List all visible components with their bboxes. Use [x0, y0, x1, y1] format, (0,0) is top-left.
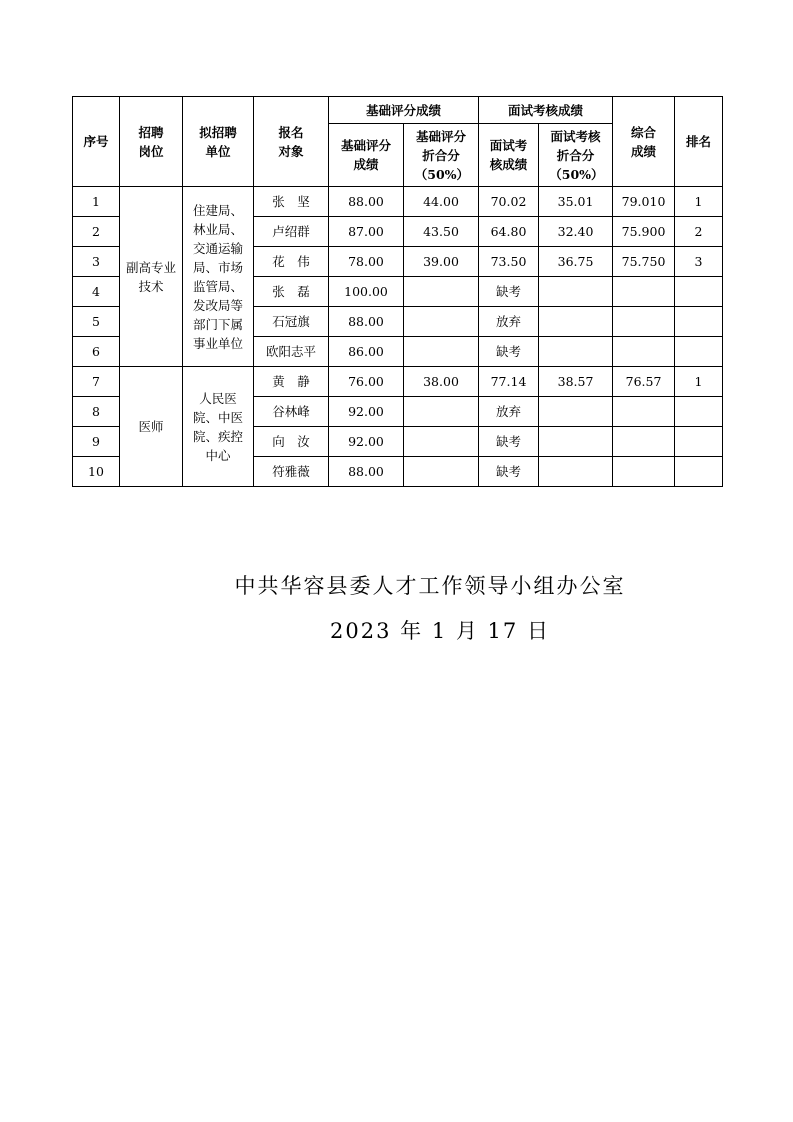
basic-score-cell: 92.00 — [329, 427, 404, 457]
interview-score-cell: 放弃 — [479, 307, 539, 337]
basic-half-cell: 38.00 — [404, 367, 479, 397]
rank-cell: 1 — [675, 367, 723, 397]
rank-cell — [675, 457, 723, 487]
seq-cell: 10 — [73, 457, 120, 487]
rank-cell: 1 — [675, 187, 723, 217]
rank-cell — [675, 397, 723, 427]
name-cell: 花 伟 — [254, 247, 329, 277]
interview-score-cell: 64.80 — [479, 217, 539, 247]
header-applicant: 报名对象 — [254, 97, 329, 187]
name-cell: 黄 静 — [254, 367, 329, 397]
rank-cell: 2 — [675, 217, 723, 247]
total-cell — [613, 277, 675, 307]
name-cell: 谷林峰 — [254, 397, 329, 427]
interview-half-cell — [539, 397, 613, 427]
header-interview-group: 面试考核成绩 — [479, 97, 613, 124]
total-cell: 75.750 — [613, 247, 675, 277]
name-cell: 石冠旗 — [254, 307, 329, 337]
seq-cell: 5 — [73, 307, 120, 337]
interview-half-cell — [539, 337, 613, 367]
header-post: 招聘岗位 — [120, 97, 183, 187]
seq-cell: 2 — [73, 217, 120, 247]
post-cell: 副高专业技术 — [120, 187, 183, 367]
basic-half-cell — [404, 277, 479, 307]
seq-cell: 6 — [73, 337, 120, 367]
header-total: 综合成绩 — [613, 97, 675, 187]
basic-score-cell: 88.00 — [329, 187, 404, 217]
basic-half-cell — [404, 337, 479, 367]
header-interview-score: 面试考核成绩 — [479, 124, 539, 187]
interview-half-cell — [539, 277, 613, 307]
total-cell: 76.57 — [613, 367, 675, 397]
basic-half-cell — [404, 397, 479, 427]
interview-score-cell: 缺考 — [479, 457, 539, 487]
name-cell: 符雅薇 — [254, 457, 329, 487]
header-basic-half: 基础评分折合分（50%） — [404, 124, 479, 187]
seq-cell: 4 — [73, 277, 120, 307]
rank-cell: 3 — [675, 247, 723, 277]
basic-half-cell: 44.00 — [404, 187, 479, 217]
name-cell: 卢绍群 — [254, 217, 329, 247]
seq-cell: 7 — [73, 367, 120, 397]
interview-half-cell — [539, 307, 613, 337]
interview-half-cell: 36.75 — [539, 247, 613, 277]
interview-score-cell: 73.50 — [479, 247, 539, 277]
issue-date: 2023 年 1 月 17 日 — [330, 619, 550, 643]
basic-score-cell: 87.00 — [329, 217, 404, 247]
interview-score-cell: 70.02 — [479, 187, 539, 217]
basic-half-cell — [404, 427, 479, 457]
interview-half-cell: 32.40 — [539, 217, 613, 247]
interview-half-cell — [539, 427, 613, 457]
header-basic-score: 基础评分成绩 — [329, 124, 404, 187]
name-cell: 向 汝 — [254, 427, 329, 457]
header-rank: 排名 — [675, 97, 723, 187]
rank-cell — [675, 307, 723, 337]
header-seq: 序号 — [73, 97, 120, 187]
table-row — [73, 367, 723, 397]
rank-cell — [675, 277, 723, 307]
total-cell: 75.900 — [613, 217, 675, 247]
unit-cell: 住建局、林业局、交通运输局、市场监管局、发改局等部门下属事业单位 — [183, 187, 254, 367]
seq-cell: 9 — [73, 427, 120, 457]
header-basic-group: 基础评分成绩 — [329, 97, 479, 124]
header-unit: 拟招聘单位 — [183, 97, 254, 187]
basic-half-cell — [404, 457, 479, 487]
total-cell — [613, 427, 675, 457]
interview-score-cell: 缺考 — [479, 427, 539, 457]
issuing-office: 中共华容县委人才工作领导小组办公室 — [234, 574, 626, 598]
basic-score-cell: 78.00 — [329, 247, 404, 277]
total-cell: 79.010 — [613, 187, 675, 217]
seq-cell: 8 — [73, 397, 120, 427]
basic-score-cell: 100.00 — [329, 277, 404, 307]
basic-score-cell: 86.00 — [329, 337, 404, 367]
table-row — [73, 187, 723, 217]
basic-score-cell: 76.00 — [329, 367, 404, 397]
header-interview-half: 面试考核折合分（50%） — [539, 124, 613, 187]
post-cell: 医师 — [120, 367, 183, 487]
basic-half-cell: 43.50 — [404, 217, 479, 247]
name-cell: 张 磊 — [254, 277, 329, 307]
total-cell — [613, 397, 675, 427]
unit-cell: 人民医院、中医院、疾控中心 — [183, 367, 254, 487]
interview-score-cell: 缺考 — [479, 337, 539, 367]
total-cell — [613, 307, 675, 337]
basic-score-cell: 92.00 — [329, 397, 404, 427]
total-cell — [613, 457, 675, 487]
score-table — [72, 96, 723, 487]
basic-half-cell: 39.00 — [404, 247, 479, 277]
seq-cell: 1 — [73, 187, 120, 217]
interview-score-cell: 77.14 — [479, 367, 539, 397]
interview-score-cell: 缺考 — [479, 277, 539, 307]
interview-half-cell: 38.57 — [539, 367, 613, 397]
interview-score-cell: 放弃 — [479, 397, 539, 427]
total-cell — [613, 337, 675, 367]
basic-score-cell: 88.00 — [329, 307, 404, 337]
rank-cell — [675, 427, 723, 457]
interview-half-cell — [539, 457, 613, 487]
name-cell: 张 坚 — [254, 187, 329, 217]
rank-cell — [675, 337, 723, 367]
basic-score-cell: 88.00 — [329, 457, 404, 487]
interview-half-cell: 35.01 — [539, 187, 613, 217]
table-body — [73, 187, 723, 487]
name-cell: 欧阳志平 — [254, 337, 329, 367]
seq-cell: 3 — [73, 247, 120, 277]
basic-half-cell — [404, 307, 479, 337]
